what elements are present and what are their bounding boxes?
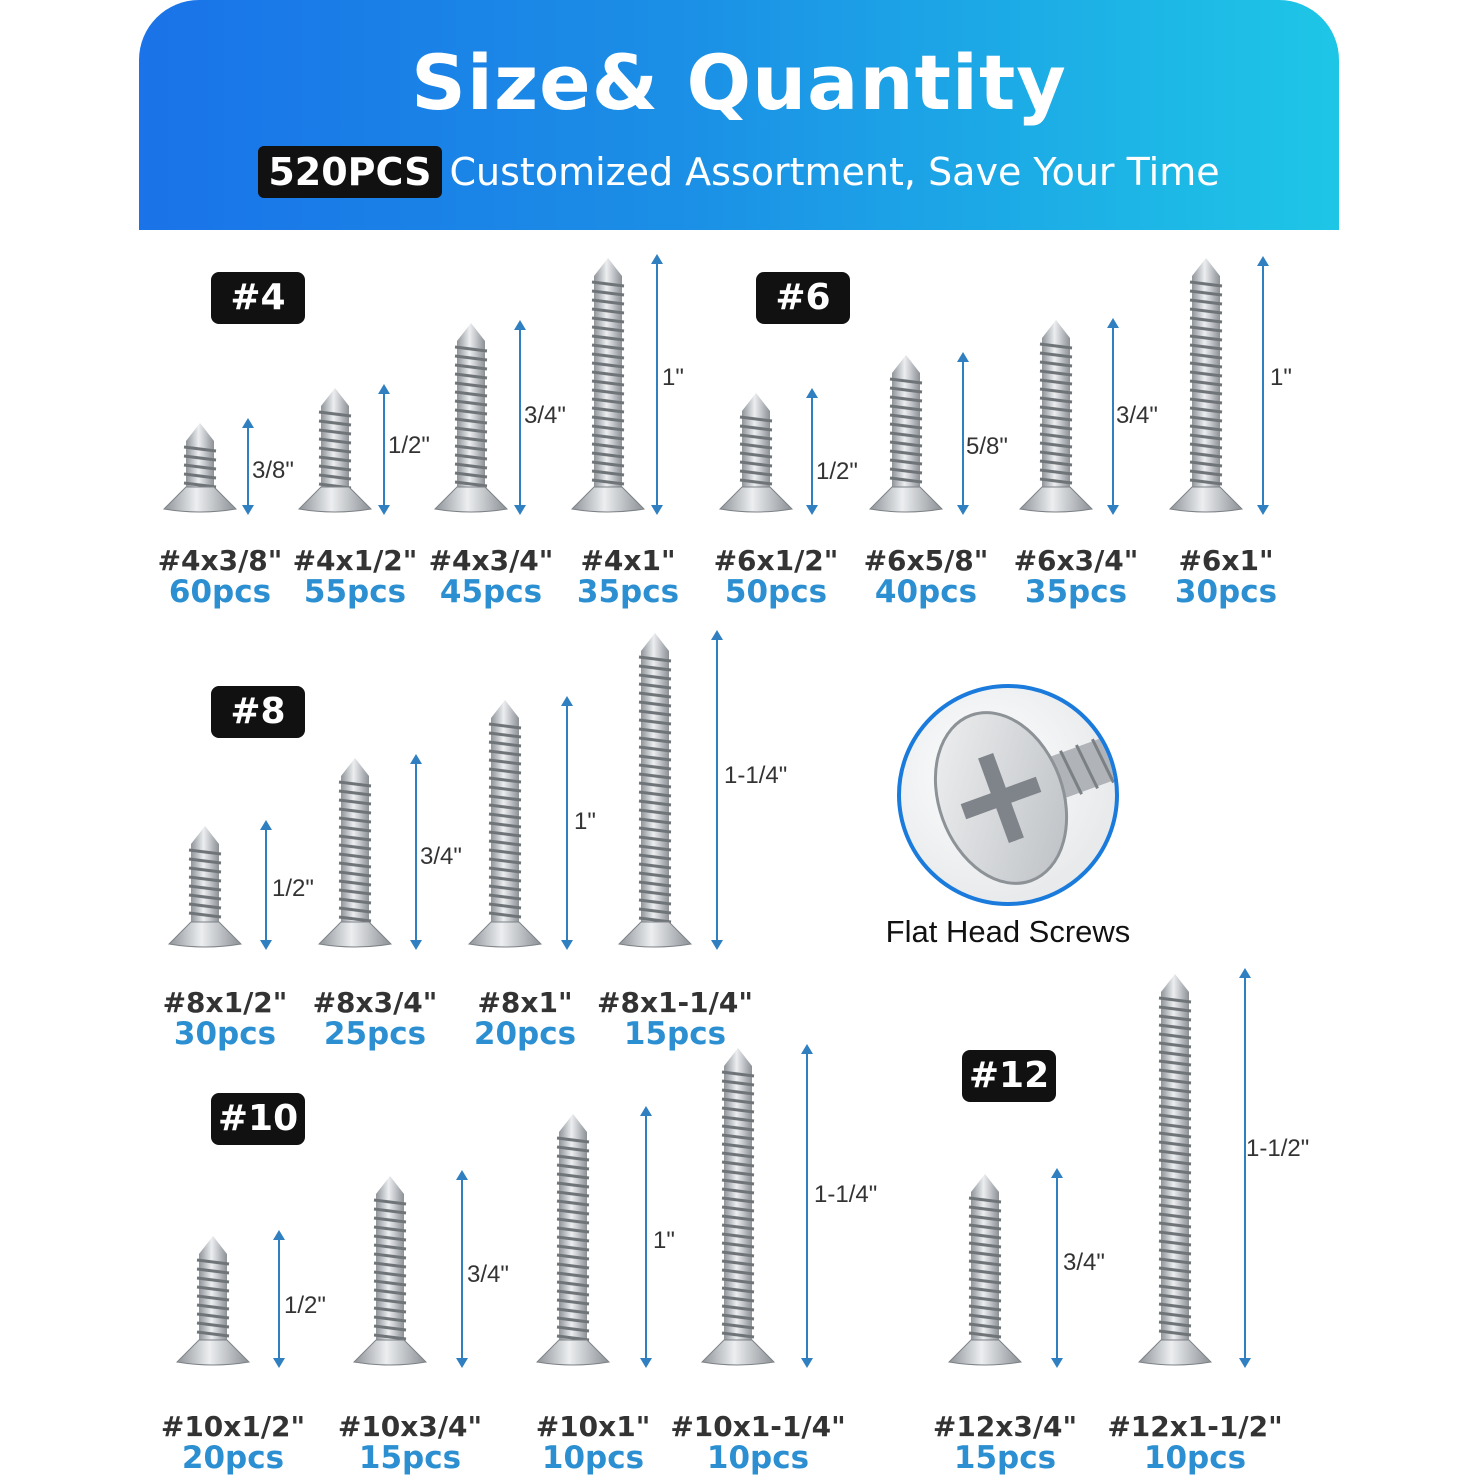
size-label: #6x3/4" [1013,544,1139,577]
screw-image [1166,258,1270,513]
dimension-arrow [962,354,964,513]
dimension-arrow [519,322,521,513]
screw-image [615,633,719,948]
quantity-label: 10pcs [541,1440,645,1476]
dimension-label: 1-1/4" [814,1181,878,1208]
size-label: #4x3/8" [157,544,283,577]
size-label: #8x1/2" [162,986,288,1019]
quantity-label: 20pcs [181,1440,285,1476]
quantity-label: 15pcs [358,1440,462,1476]
dimension-arrow [1112,320,1114,513]
quantity-label: 55pcs [303,574,407,610]
dimension-label: 1" [1270,364,1292,391]
dimension-arrow [566,698,568,948]
dimension-arrow [1056,1170,1058,1366]
size-label: #4x3/4" [428,544,554,577]
size-label: #10x1-1/4" [670,1410,846,1443]
flat-head-closeup [897,684,1119,906]
quantity-label: 45pcs [439,574,543,610]
page-title: Size& Quantity [411,38,1067,127]
dimension-arrow [1262,258,1264,513]
dimension-arrow [806,1046,808,1366]
size-label: #12x3/4" [932,1410,1078,1443]
size-label: #6x1" [1178,544,1274,577]
dimension-label: 1-1/2" [1246,1135,1310,1162]
dimension-arrow [247,420,249,513]
dimension-arrow [716,632,718,948]
quantity-label: 10pcs [1143,1440,1247,1476]
quantity-label: 20pcs [473,1016,577,1052]
size-label: #12x1-1/2" [1107,1410,1283,1443]
dimension-arrow [645,1108,647,1366]
dimension-arrow [278,1232,280,1366]
size-label: #4x1/2" [292,544,418,577]
dimension-label: 1/2" [816,458,858,485]
quantity-badge: 520PCS [258,146,441,198]
group-label-6: #6 [756,272,850,324]
quantity-label: 30pcs [173,1016,277,1052]
screw-image [533,1114,637,1366]
quantity-label: 15pcs [953,1440,1057,1476]
dimension-label: 1" [662,364,684,391]
dimension-label: 1/2" [388,432,430,459]
dimension-arrow [811,390,813,513]
quantity-label: 15pcs [623,1016,727,1052]
dimension-label: 3/8" [252,457,294,484]
dimension-label: 3/4" [467,1261,509,1288]
quantity-label: 40pcs [874,574,978,610]
flat-head-screw-icon [901,688,1115,902]
size-label: #10x3/4" [337,1410,483,1443]
screw-image [716,393,820,513]
quantity-label: 35pcs [1024,574,1128,610]
screw-image [698,1048,802,1366]
size-label: #10x1" [535,1410,651,1443]
screw-image [315,758,419,948]
dimension-arrow [656,256,658,513]
dimension-label: 3/4" [524,402,566,429]
screw-image [350,1176,454,1366]
dimension-arrow [265,822,267,948]
dimension-label: 5/8" [966,433,1008,460]
dimension-label: 1/2" [272,875,314,902]
quantity-label: 50pcs [724,574,828,610]
dimension-arrow [383,386,385,513]
flat-head-caption: Flat Head Screws [885,914,1131,949]
size-label: #8x1-1/4" [597,986,753,1019]
quantity-label: 30pcs [1174,574,1278,610]
dimension-label: 1-1/4" [724,762,788,789]
screw-image [165,826,269,948]
group-label-12: #12 [962,1050,1056,1102]
group-label-4: #4 [211,272,305,324]
quantity-label: 10pcs [706,1440,810,1476]
banner-subtitle: Customized Assortment, Save Your Time [449,150,1220,194]
size-label: #6x5/8" [863,544,989,577]
banner-subtitle-line [139,146,1339,198]
quantity-label: 35pcs [576,574,680,610]
dimension-label: 1" [653,1227,675,1254]
screw-image [465,700,569,948]
quantity-label: 60pcs [168,574,272,610]
quantity-label: 25pcs [323,1016,427,1052]
size-label: #8x3/4" [312,986,438,1019]
screw-image [1016,320,1120,513]
dimension-label: 3/4" [1116,402,1158,429]
size-label: #6x1/2" [713,544,839,577]
header-banner [139,0,1339,230]
screw-image [866,355,970,513]
dimension-label: 3/4" [1063,1249,1105,1276]
screw-image [945,1174,1049,1366]
size-label: #10x1/2" [160,1410,306,1443]
screw-image [173,1236,277,1366]
dimension-arrow [1244,970,1246,1366]
dimension-label: 1/2" [284,1292,326,1319]
dimension-arrow [415,756,417,948]
size-label: #8x1" [477,986,573,1019]
size-label: #4x1" [580,544,676,577]
dimension-label: 3/4" [420,843,462,870]
group-label-10: #10 [211,1093,305,1145]
dimension-label: 1" [574,808,596,835]
group-label-8: #8 [211,686,305,738]
dimension-arrow [461,1172,463,1366]
screw-image [1135,974,1239,1366]
